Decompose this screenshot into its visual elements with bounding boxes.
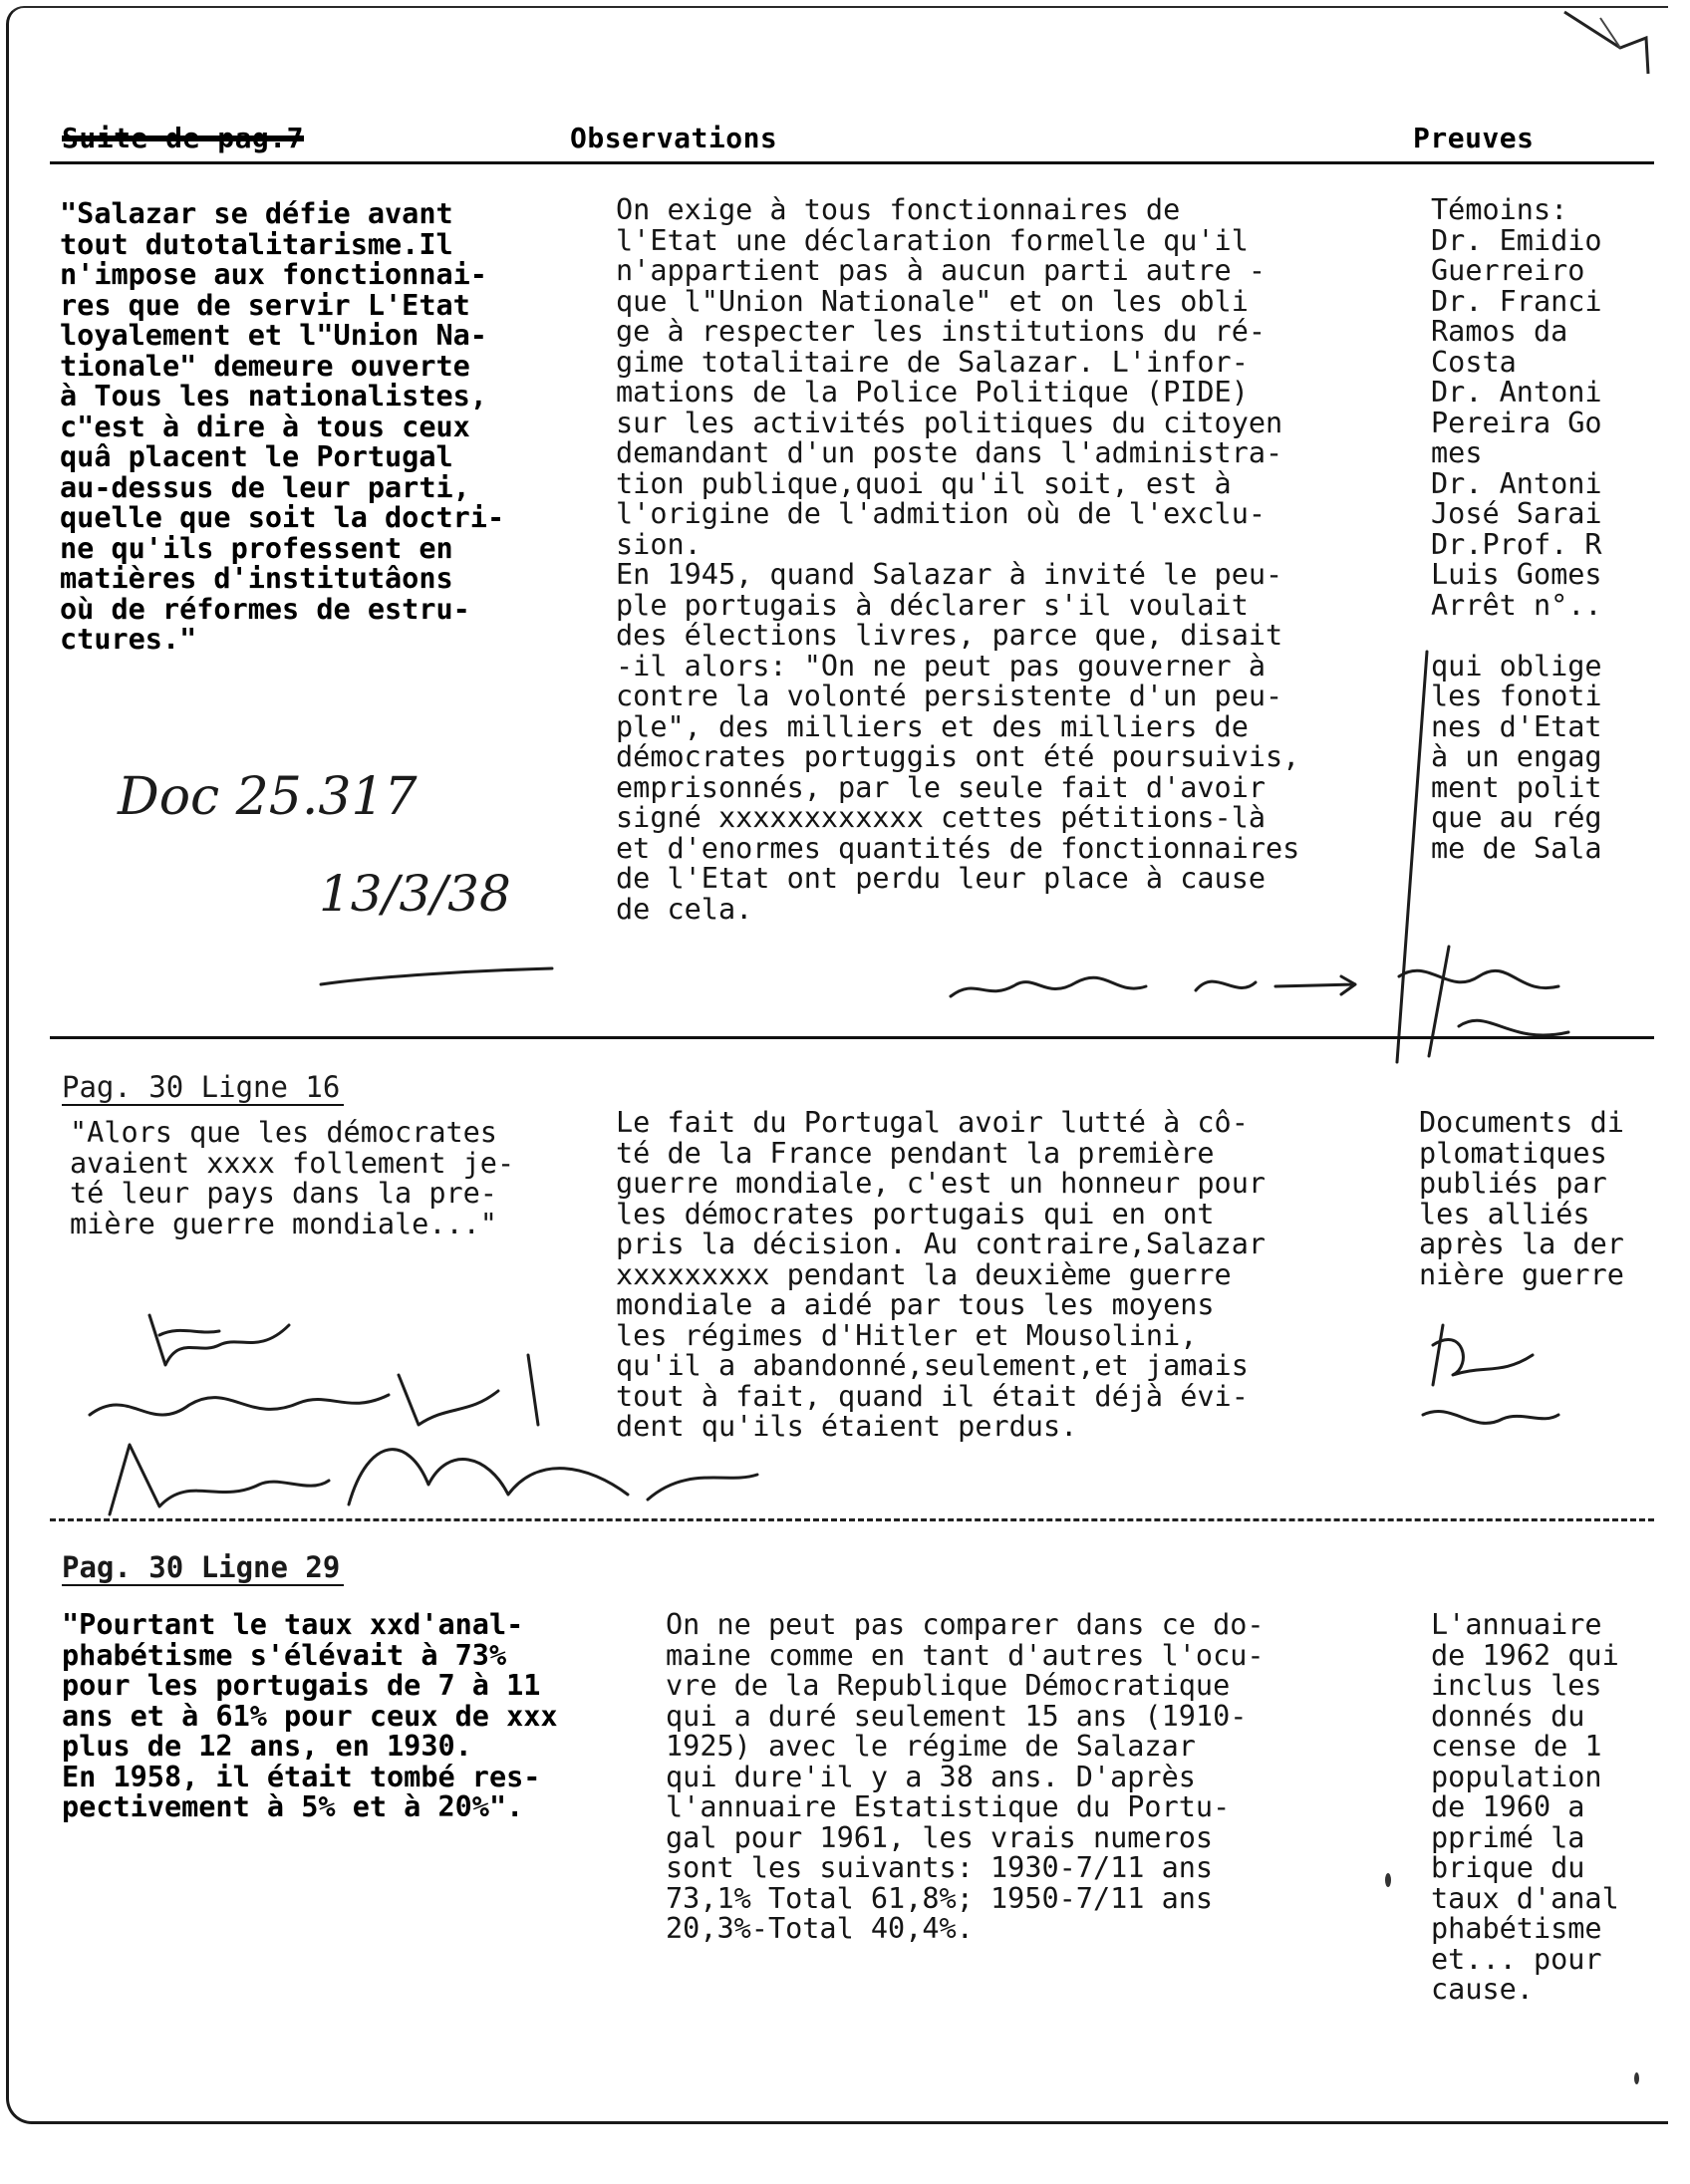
section-2-quote: "Alors que les démocrates avaient xxxx follement je- té leur pays dans la pre- mière guerre mondiale..." [70, 1116, 515, 1240]
signature-scribble-1 [947, 956, 1365, 1016]
section-3-observation: On ne peut pas comparer dans ce do- maine comme en tant d'autres l'ocu- vre de la Republique Démocratique qui a duré seulement 15 ans (1910- 1925) avec le régime de Salazar qui dure'il y a 38 ans. D'après l'annuaire Estatistique du Portu- gal pour 1961, les vrais numeros sont les suivants: 1930-7/11 ans 73,1% Total 61,8%; 1950-7/11 ans 20,3%-Total 40,4%. [666, 1608, 1265, 1945]
handwritten-date: 13/3/38 [319, 865, 511, 923]
margin-vertical-stroke [1391, 648, 1431, 1066]
section-2-ref: Pag. 30 Ligne 16 [62, 1070, 344, 1106]
section-1-observation: On exige à tous fonctionnaires de l'Etat une déclaration formelle qu'il n'appartient pas à aucun parti autre - que l"Union Nationale" et on les obli ge à respecter les institutions du ré- gime totalitaire de Salazar. L'infor- mations de la Police Politique (PIDE) sur les activités politiques du citoyen demandant d'un poste dans l'administra- tion publique,quoi qu'il soit, est à l'origine de l'admition où de l'exclu- sion. En 1945, quand Salazar à invité le peu- ple portugais à déclarer s'il voulait des élections livres, parce que, disait -il alors: "On ne peut pas gouverner à contre la volonté persistente d'un peu- ple", des milliers et des milliers de démocrates portuggis ont été poursuivis, emprisonnés, par le seule fait d'avoir signé xxxxxxxxxxxx cettes pétitions-là et d'enormes quantités de fonctionnaires de l'Etat ont perdu leur place à cause de cela. [616, 193, 1300, 926]
header-left: Suite de pag.7 [62, 122, 305, 154]
section-3-ref: Pag. 30 Ligne 29 [62, 1550, 344, 1586]
folded-corner [1560, 8, 1650, 78]
handwritten-doc-ref: Doc 25.317 [118, 767, 418, 827]
section-2-proof: Documents di plomatiques publiés par les alliés après la der nière guerre [1419, 1106, 1624, 1291]
section-1-proof: Témoins: Dr. Emidio Guerreiro Dr. Franci Ramos da Costa Dr. Antoni Pereira Go mes Dr. Antoni José Sarai Dr.Prof. R Luis Gomes Arrêt n°.. qui oblige les fonoti nes d'Etat à un engag ment polit que au rég me de Sala [1431, 193, 1602, 865]
header-observations: Observations [570, 122, 778, 154]
section-3-quote: "Pourtant le taux xxd'anal- phabétisme s'élévait à 73% pour les portugais de 7 à 11 ans et à 61% pour ceux de xxx plus de 12 ans, en 1930. En 1958, il était tombé res- pectivement à 5% et à 20%". [62, 1608, 558, 1823]
header-rule [50, 161, 1654, 164]
ink-speck [1385, 1873, 1391, 1887]
signatures-block [70, 1295, 767, 1524]
ink-speck [1634, 2072, 1639, 2084]
section-1-quote: "Salazar se défie avant tout dutotalitarisme.Il n'impose aux fonctionnai- res que de servir L'Etat loyalement et l"Union Na- tionale" demeure ouverte à Tous les nationalistes, c"est à dire à tous ceux quâ placent le Portugal au-dessus de leur parti, quelle que soit la doctri- ne qu'ils professent en matières d'institutâons où de réformes de estru- ctures." [60, 197, 505, 656]
header-proofs: Preuves [1413, 122, 1535, 154]
section-2-observation: Le fait du Portugal avoir lutté à cô- té de la France pendant la première guerre mondiale, c'est un honneur pour les démocrates portugais qui en ont pris la décision. Au contraire,Salazar xxxxxxxxx pendant la deuxième guerre mondiale a aidé par tous les moyens les régimes d'Hitler et Mousolini, qu'il a abandonné,seulement,et jamais tout à fait, quand il était déjà évi- dent qu'ils étaient perdus. [616, 1106, 1267, 1443]
signature-scribble-3 [1413, 1315, 1562, 1455]
handwritten-underline [317, 956, 556, 996]
section-divider-1 [50, 1036, 1654, 1039]
section-divider-2 [50, 1518, 1654, 1521]
section-3-proof: L'annuaire de 1962 qui inclus les donnés du cense de 1 population de 1960 a pprimé la brique du taux d'anal phabétisme et... pour cause. [1431, 1608, 1619, 2006]
